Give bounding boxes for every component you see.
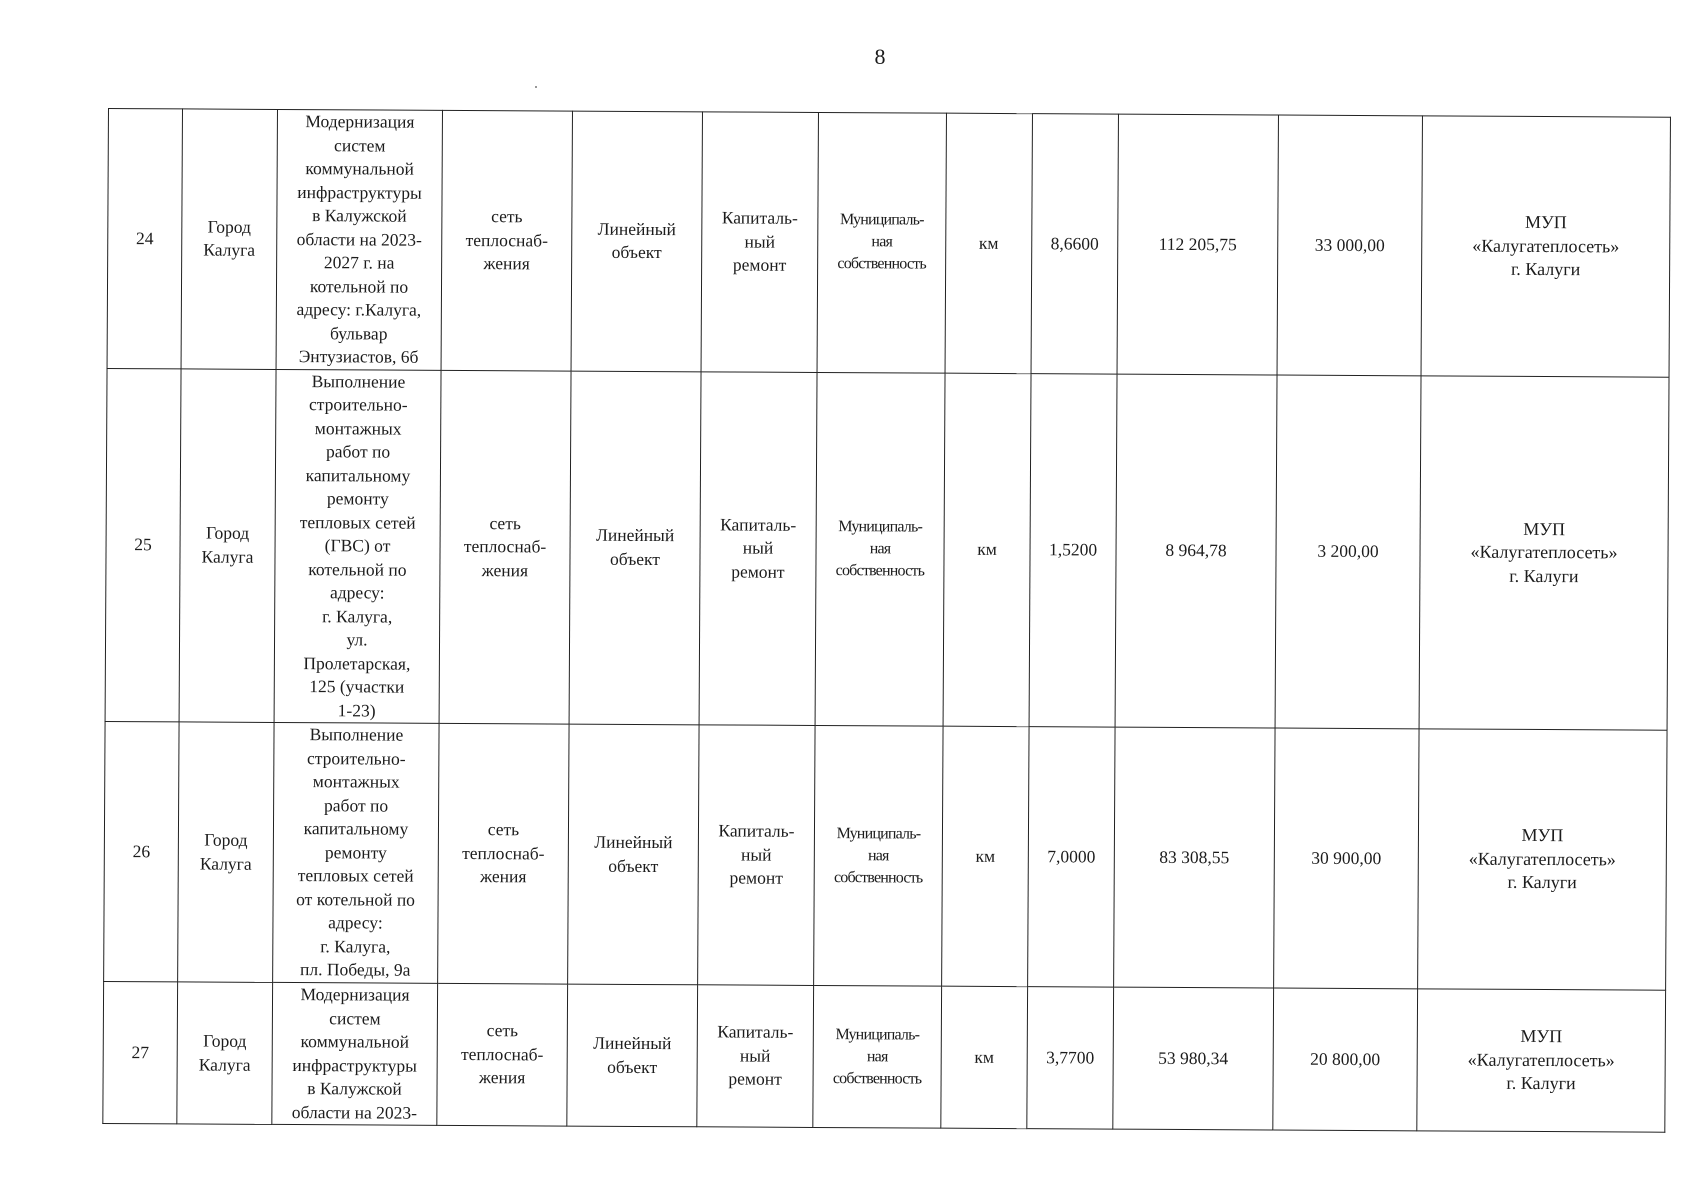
row-number: 25 (105, 368, 181, 722)
network-cell: сеть теплоснаб- жения (439, 370, 571, 724)
amount-cell: 3 200,00 (1275, 375, 1421, 729)
amount-cell: 33 000,00 (1277, 115, 1422, 375)
description-cell: Выполнение строительно- монтажных работ по капитальному ремонту тепловых сетей от котельной по адресу: г. Калуга, пл. Победы, 9а (273, 722, 439, 983)
unit-cell: км (941, 986, 1028, 1128)
object-type-cell: Линейный объект (569, 371, 701, 725)
total-cost-cell: 8 964,78 (1115, 374, 1277, 728)
page-number: 8 (874, 44, 886, 69)
municipality-cell: Город Калуга (179, 368, 276, 722)
scan-speck (535, 86, 537, 88)
work-type-cell: Капиталь- ный ремонт (699, 371, 817, 725)
unit-cell: км (942, 726, 1029, 986)
object-type-cell: Линейный объект (571, 111, 702, 371)
work-type-cell: Капиталь- ный ремонт (697, 985, 814, 1128)
network-cell: сеть теплоснаб- жения (438, 723, 569, 984)
municipality-cell: Город Калуга (177, 982, 273, 1125)
description-cell: Модернизация систем коммунальной инфраструктуры в Калужской области на 2023- (272, 982, 438, 1125)
object-type-cell: Линейный объект (567, 984, 698, 1127)
table-row (104, 721, 1667, 990)
table-body (103, 109, 1671, 1133)
organization-cell: МУП «Калугатеплосеть» г. Калуги (1417, 989, 1666, 1132)
object-type-cell: Линейный объект (568, 724, 699, 985)
work-type-cell: Капиталь- ный ремонт (701, 112, 818, 372)
amount-cell: 30 900,00 (1274, 728, 1419, 989)
total-cost-cell: 83 308,55 (1114, 727, 1275, 988)
project-table (102, 108, 1670, 1133)
quantity-cell: 1,5200 (1029, 373, 1117, 727)
row-number: 26 (104, 721, 179, 981)
network-cell: сеть теплоснаб- жения (441, 110, 572, 370)
quantity-cell: 3,7700 (1027, 987, 1114, 1129)
work-type-cell: Капиталь- ный ремонт (698, 725, 815, 986)
total-cost-cell: 112 205,75 (1117, 114, 1278, 374)
organization-cell: МУП «Калугатеплосеть» г. Калуги (1418, 729, 1667, 990)
municipality-cell: Город Калуга (181, 109, 277, 369)
ownership-cell: Муниципаль- ная собственность (817, 112, 946, 372)
unit-cell: км (945, 113, 1032, 373)
description-cell: Модернизация систем коммунальной инфраструктуры в Калужской области на 2023- 2027 г. на котельной по адресу: г.Калуга, бульвар Энтузиастов, 6б (276, 109, 442, 369)
ownership-cell: Муниципаль- ная собственность (814, 725, 943, 986)
row-number: 24 (107, 109, 182, 369)
total-cost-cell: 53 980,34 (1113, 987, 1274, 1130)
description-cell: Выполнение строительно- монтажных работ по капитальному ремонту тепловых сетей (ГВС) от котельной по адресу: г. Калуга, ул. Пролетарская, 125 (участки 1-23) (274, 369, 441, 723)
organization-cell: МУП «Калугатеплосеть» г. Калуги (1421, 116, 1670, 377)
organization-cell: МУП «Калугатеплосеть» г. Калуги (1419, 375, 1669, 730)
amount-cell: 20 800,00 (1273, 988, 1418, 1131)
unit-cell: км (943, 373, 1031, 727)
quantity-cell: 7,0000 (1028, 727, 1115, 987)
ownership-cell: Муниципаль- ная собственность (815, 372, 945, 726)
row-number: 27 (103, 981, 178, 1123)
table-row (107, 109, 1670, 377)
table-row (103, 981, 1666, 1132)
network-cell: сеть теплоснаб- жения (437, 983, 568, 1126)
quantity-cell: 8,6600 (1031, 114, 1118, 374)
table-row (105, 368, 1669, 730)
municipality-cell: Город Калуга (178, 722, 274, 983)
ownership-cell: Муниципаль- ная собственность (813, 985, 942, 1128)
